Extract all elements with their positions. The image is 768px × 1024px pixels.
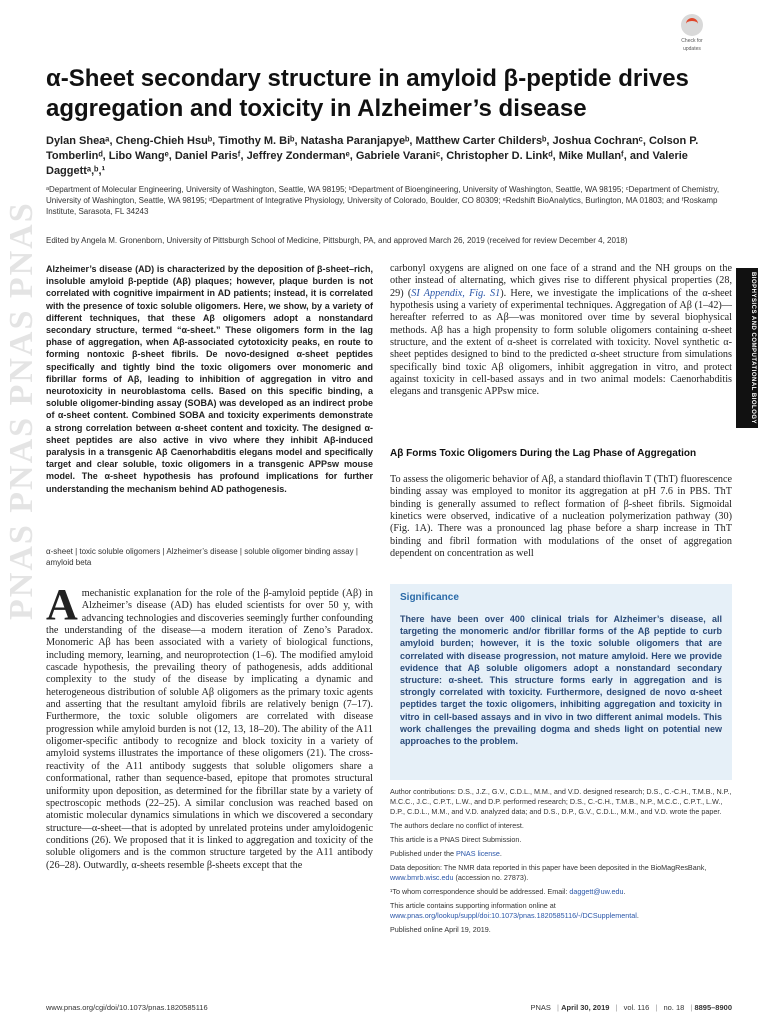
separator: | xyxy=(655,1003,658,1012)
license-text: Published under the xyxy=(390,849,456,858)
published-date: Published online April 19, 2019. xyxy=(390,925,491,934)
separator: | xyxy=(615,1003,618,1012)
side-label-text: BIOPHYSICS AND COMPUTATIONAL BIOLOGY xyxy=(750,271,756,425)
author-contributions: Author contributions: D.S., J.Z., G.V., C.D.L., M.M., and V.D. designed research; D.S., C.-C.H., T.M.B., N.P., M.C.C., J.C., C.P.T., L.W., and D.P. performed research; D.S., C.-C.H., T.M.B., N.P., M.C.C., C.P.T., L.W., D.P., C.D.L., M.M., and V.D. analyzed data; and D.S., D.P., G.V., C.D.L., M.M., and V.D. wrote the paper. xyxy=(390,787,732,816)
pnas-license-link[interactable]: PNAS license xyxy=(455,849,500,858)
separator: | xyxy=(690,1003,693,1012)
deposition-end: (accession no. 27873). xyxy=(453,873,529,882)
section-heading: Aβ Forms Toxic Oligomers During the Lag Phase of Aggregation xyxy=(390,448,697,459)
data-deposition xyxy=(390,863,732,883)
correspondence xyxy=(390,887,732,897)
edited-by: Edited by Angela M. Gronenborn, University of Pittsburgh School of Medicine, Pittsburgh, PA, and approved March 26, 2019 (received for review December 4, 2018) xyxy=(46,236,628,245)
page-range: 8895–8900 xyxy=(694,1003,732,1012)
separator: | xyxy=(557,1003,559,1012)
footnotes xyxy=(390,787,732,939)
correspondence-end: . xyxy=(623,887,626,896)
keywords: α-sheet | toxic soluble oligomers | Alzheimer’s disease | soluble oligomer binding assay | amyloid beta xyxy=(46,547,358,567)
issue-date: April 30, 2019 xyxy=(561,1003,610,1012)
significance-text: There have been over 400 clinical trials for Alzheimer’s disease, all targeting the monomeric and/or fibrillar forms of the Aβ peptide to curb amyloid burden; however, it is the toxic soluble oligomers that are correlated with disease progression, not mature amyloid. Here we provide evidence that Aβ soluble oligomers adopt a nonstandard secondary structure: α-sheet. This structure forms early in aggregation and is strongly correlated with toxicity. Furthermore, designed de novo α-sheet peptides target the toxic oligomers, inhibiting aggregation and toxicity in vitro in cell-based assays and in vivo in two different animal models. This work challenges the prevailing dogma and sheds light on potential new approaches to the problem. xyxy=(400,614,722,747)
badge-line1: Check for xyxy=(681,38,703,44)
correspondence-text: ¹To whom correspondence should be addressed. Email: xyxy=(390,887,570,896)
drop-cap: A xyxy=(46,580,78,629)
journal-name: PNAS xyxy=(530,1003,551,1012)
section-side-label xyxy=(736,268,758,428)
volume: vol. 116 xyxy=(623,1003,650,1012)
journal-citation xyxy=(527,1003,733,1012)
introduction-text xyxy=(46,580,373,872)
abstract: Alzheimer’s disease (AD) is characterized by the deposition of β-sheet–rich, insoluble amyloid β-peptide (Aβ) plaques; however, plaque burden is not correlated with cognitive impairment in AD patients; instead, it is correlated with the presence of toxic soluble oligomers. Here, we show, by a variety of different techniques, that these Aβ oligomers adopt a nonstandard secondary structure, termed “α-sheet.” These oligomers form in the lag phase of aggregation, when Aβ-associated cytotoxicity peaks, en route to forming nontoxic β-sheet fibrils. De novo-designed α-sheet peptides specifically and tightly bind the toxic oligomers over monomeric and fibrillar forms of Aβ, leading to inhibition of aggregation in vitro and neurotoxicity in neuroblastoma cells. Based on this specific binding, a soluble oligomer-binding assay (SOBA) was developed as an indirect probe of α-sheet content. Combined SOBA and toxicity experiments demonstrate a strong correlation between α-sheet content and toxicity. The designed α-sheet peptides are also active in vivo where they inhibit Aβ-induced paralysis in a transgenic Aβ Caenorhabditis elegans model and specifically target and clear soluble, toxic oligomers in a transgenic APPsw mouse model. The α-sheet hypothesis has profound implications for further understanding the mechanism behind AD pathogenesis. xyxy=(46,264,373,494)
issue-number: no. 18 xyxy=(663,1003,685,1012)
pnas-watermark xyxy=(2,60,42,620)
col2-text-part1: carbonyl oxygens are aligned on one face of a strand and the NH groups on the other instead of alternating, which gives rise to different physical properties (28, 29) ( xyxy=(390,263,732,299)
si-appendix-link[interactable]: SI Appendix, Fig. S1 xyxy=(411,287,501,299)
doi-link[interactable]: www.pnas.org/cgi/doi/10.1073/pnas.1820585116 xyxy=(46,1003,208,1012)
email-link[interactable]: daggett@uw.edu xyxy=(569,887,624,896)
license-note xyxy=(390,849,732,859)
deposition-text: Data deposition: The NMR data reported in this paper have been deposited in the BioMagResBank, xyxy=(390,863,707,872)
significance-heading: Significance xyxy=(400,592,459,603)
bmrb-link[interactable]: www.bmrb.wisc.edu xyxy=(390,873,454,882)
update-icon xyxy=(681,14,703,36)
intro-paragraph: mechanistic explanation for the role of the β-amyloid peptide (Aβ) in Alzheimer’s disease (AD) has eluded scientists for over 50 y, with advancing technologies and discoveries seemingly further confounding the understanding of the disease—a modern iteration of Zeno’s Paradox. Monomeric Aβ has been associated with a variety of biological functions, including memory, learning, and neuroprotection (1–6). The modified amyloid cascade hypothesis, the prevailing theory of pathogenesis, adds additional complexity to the study of the disease by implicating a dynamic and heterogeneous distribution of soluble Aβ oligomers as the primary toxic agents and asserting that the resultant amyloid fibrils are relatively benign (7–17). Furthermore, the toxic soluble oligomers are correlated with disease progression while amyloid burden is not (12, 13, 18–20). The ability of the A11 oligomer-specific antibody to recognize and block toxicity in a variety of amyloid systems illustrates the importance of these oligomers (21). The cross-reactivity of the A11 antibody suggests that soluble oligomers share a conformational, rather than sequence-based, epitope that promotes structural uniformity upon deposition, as determined for the fibrillar state by a variety of spectroscopic methods (22–25). A similar conclusion was reached based on atomistic molecular dynamics simulations in which we discovered a secondary structure—α-sheet—that is adopted by unrelated proteins under amyloidogenic conditions (26). We proposed that it is linked to aggregation and toxicity of the soluble oligomers and is the common structure targeted by the A11 antibody (26–28). Outwardly, α-sheets resemble β-sheets except that the xyxy=(46,588,373,871)
supporting-text: This article contains supporting information online at xyxy=(390,901,556,910)
watermark-text: PNAS PNAS PNAS PNAS xyxy=(3,201,40,620)
badge-line2: updates xyxy=(683,46,701,52)
supporting-info xyxy=(390,901,732,921)
supplemental-link[interactable]: www.pnas.org/lookup/suppl/doi:10.1073/pnas.1820585116/-/DCSupplemental xyxy=(390,911,637,920)
column2-intro-text xyxy=(390,263,732,399)
significance-box xyxy=(390,584,732,780)
check-for-updates-badge[interactable] xyxy=(672,14,712,54)
col2-text-part2: ). Here, we investigate the implications of the α-sheet hypothesis using a variety of experimental techniques. Aggregation of Aβ (1–42)—hereafter referred to as Aβ—was monitored over time by several biophysical methods. Aβ has a high propensity to form soluble oligomers containing α-sheet structure, and the extent of α-sheet is correlated with toxicity. Novel synthetic α-sheet peptides designed to bind to the predicted α-sheet structure from simulations specifically bind toxic Aβ oligomers, inhibit aggregation in vitro, and protect against toxicity in cell-based assays and in two animal models: Caenorhabditis elegans and transgenic APPsw mice. xyxy=(390,287,732,398)
direct-submission: This article is a PNAS Direct Submission. xyxy=(390,835,522,844)
paper-title: α-Sheet secondary structure in amyloid β-peptide drives aggregation and toxicity in Alzheimer’s disease xyxy=(46,65,689,122)
supporting-end: . xyxy=(636,911,639,920)
author-list: Dylan Sheaᵃ, Cheng-Chieh Hsuᵇ, Timothy M. Biᵇ, Natasha Paranjapyeᵇ, Matthew Carter Childersᵇ, Joshua Cochranᶜ, Colson P. Tomberlinᵈ, Libo Wangᵉ, Daniel Parisᶠ, Jeffrey Zondermanᵉ, Gabriele Varaniᶜ, Christopher D. Linkᵈ, Mike Mullanᶠ, and Valerie Daggettᵃ,ᵇ,¹ xyxy=(46,135,699,177)
conflict-statement: The authors declare no conflict of interest. xyxy=(390,821,524,830)
affiliations: ᵃDepartment of Molecular Engineering, University of Washington, Seattle, WA 98195; ᵇDepartment of Bioengineering, University of Washington, Seattle, WA 98195; ᶜDepartment of Chemistry, University of Washington, Seattle, WA 98195; ᵈDepartment of Integrative Physiology, University of Colorado, Boulder, CO 80309; ᵉRedshift BioAnalytics, Burlington, MA 01803; and ᶠRoskamp Institute, Sarasota, FL 34243 xyxy=(46,185,720,216)
section-text: To assess the oligomeric behavior of Aβ, a standard thioflavin T (ThT) fluorescence binding assay was employed to monitor its aggregation at pH 7.6 in PBS. ThT binding is generally assumed to reflect formation of β-sheet fibrils. Sigmoidal kinetics were observed, indicative of a nucleation polymerization pathway (30) (Fig. 1A). There was a pronounced lag phase before a sharp increase in ThT binding and fibril formation with modulations of the onset of aggregation dependent on concentration as well xyxy=(390,474,732,560)
license-end: . xyxy=(499,849,502,858)
